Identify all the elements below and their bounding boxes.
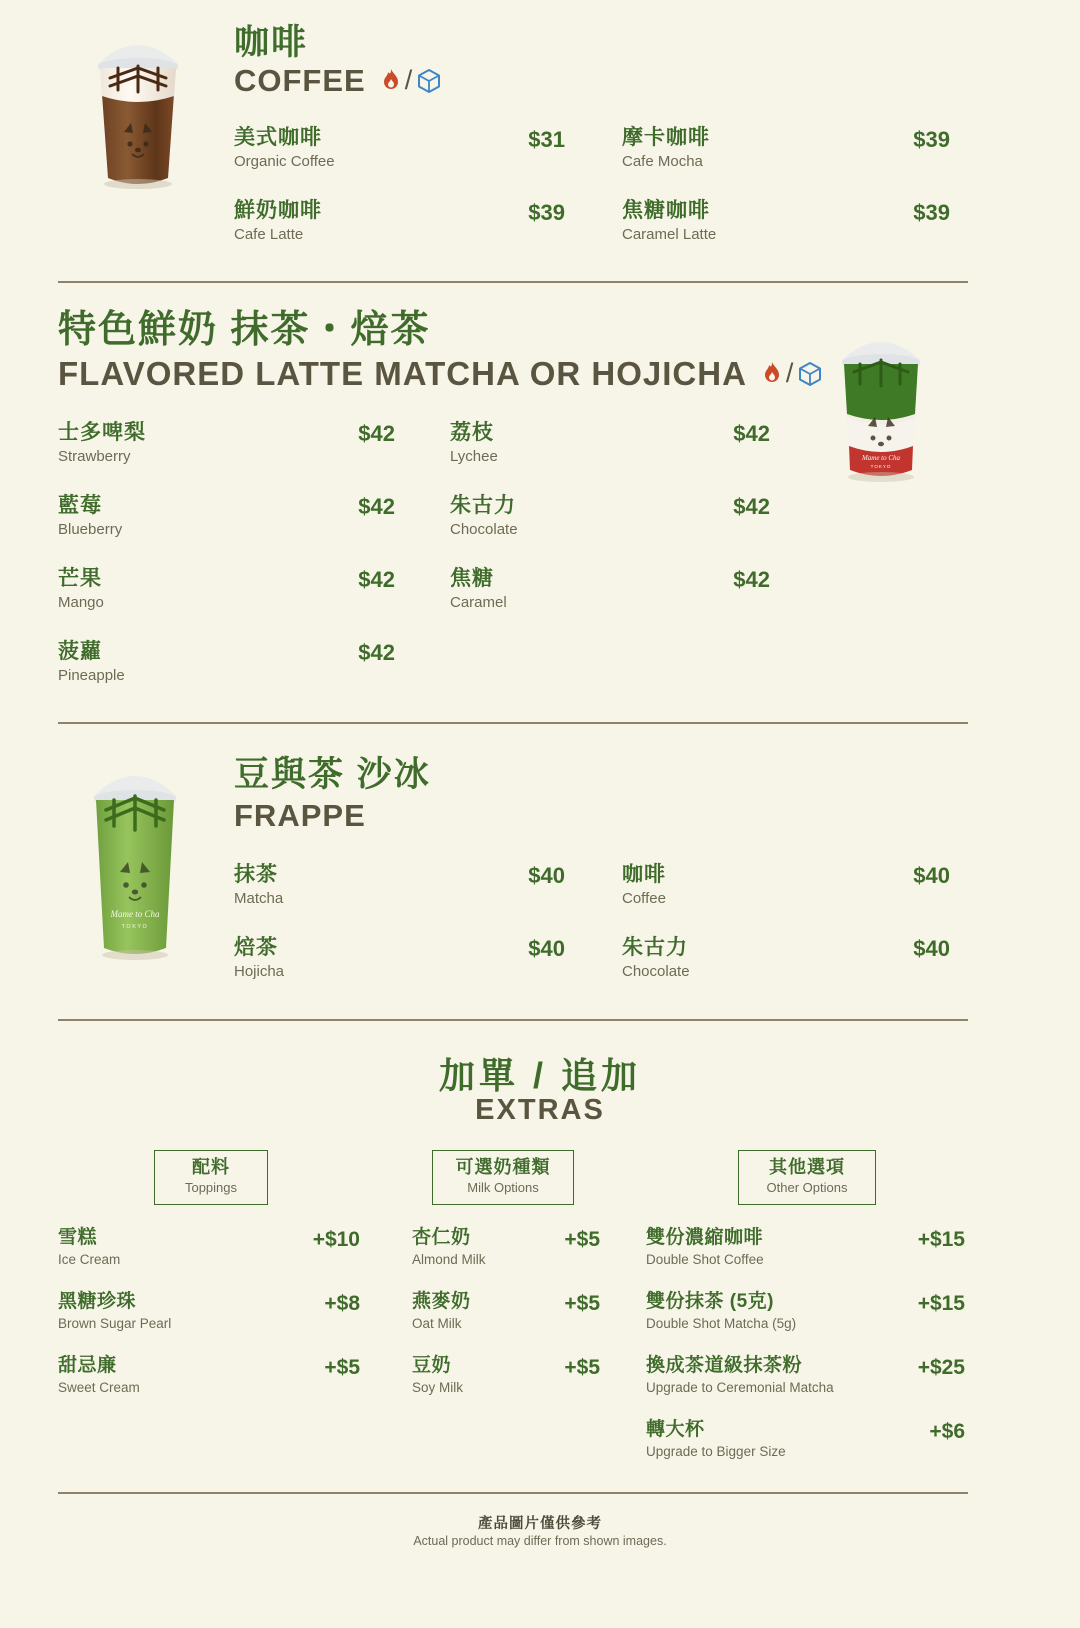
item-en-name: Mango xyxy=(58,594,104,612)
item-price: $40 xyxy=(913,936,950,961)
extras-en-title: EXTRAS xyxy=(475,1094,605,1126)
extras-item-en: Almond Milk xyxy=(412,1251,486,1267)
extras-zh-title: 加單 / 追加 xyxy=(438,1055,641,1096)
hot-drink-icon xyxy=(761,361,783,387)
item-price: $40 xyxy=(528,936,565,961)
matcha-frappe-cup-photo xyxy=(72,752,198,967)
item-price: $42 xyxy=(358,421,395,446)
coffee-section-en-title xyxy=(234,63,442,99)
category-en-label: Milk Options xyxy=(467,1179,539,1195)
footer-divider xyxy=(58,1492,968,1494)
iced-coffee-cup-photo xyxy=(74,20,202,190)
extras-item-zh: 杏仁奶 xyxy=(412,1227,471,1248)
item-en-name: Pineapple xyxy=(58,667,125,685)
item-price: $42 xyxy=(733,567,770,592)
extras-item xyxy=(412,1290,471,1333)
category-zh-label: 配料 xyxy=(192,1157,230,1177)
item-en-name: Blueberry xyxy=(58,521,123,539)
drink-type-icons xyxy=(380,65,443,96)
item-zh-name: 焦糖咖啡 xyxy=(622,199,710,222)
item-en-name: Cafe Latte xyxy=(234,226,304,244)
extras-item-zh: 換成茶道級抹茶粉 xyxy=(646,1355,803,1376)
extras-item xyxy=(646,1226,764,1269)
item-en-name: Hojicha xyxy=(234,963,285,981)
section-divider xyxy=(58,722,968,724)
extras-item-en: Ice Cream xyxy=(58,1251,121,1267)
item-en-name: Coffee xyxy=(622,890,666,908)
svg-text:TOKYO: TOKYO xyxy=(121,924,149,930)
extras-item-en: Brown Sugar Pearl xyxy=(58,1315,172,1331)
frappe-en-label: FRAPPE xyxy=(234,798,366,833)
item-price: $42 xyxy=(358,640,395,665)
item-price: $42 xyxy=(358,494,395,519)
category-en-label: Other Options xyxy=(766,1179,848,1195)
extras-item-price: +$5 xyxy=(564,1228,600,1251)
item-zh-name: 荔枝 xyxy=(450,421,494,444)
item-price: $39 xyxy=(528,200,565,225)
iced-drink-icon xyxy=(797,361,823,387)
item-price: $42 xyxy=(358,567,395,592)
item-price: $40 xyxy=(528,863,565,888)
extras-item xyxy=(58,1226,120,1269)
hot-drink-icon xyxy=(380,68,402,94)
extras-item xyxy=(646,1354,834,1397)
footer-zh-note: 產品圖片僅供參考 xyxy=(478,1516,602,1532)
item-zh-name: 朱古力 xyxy=(450,494,516,517)
menu-item xyxy=(58,566,104,615)
svg-text:Mame to Cha: Mame to Cha xyxy=(861,454,901,462)
extras-item-zh: 甜忌廉 xyxy=(58,1355,117,1376)
extras-item-price: +$5 xyxy=(324,1356,360,1379)
menu-item xyxy=(450,493,518,542)
matcha-strawberry-cup-photo xyxy=(820,318,942,484)
item-en-name: Caramel Latte xyxy=(622,226,717,244)
extras-item xyxy=(412,1354,463,1397)
extras-item-zh: 豆奶 xyxy=(412,1355,452,1376)
frappe-zh-title: 豆與茶 沙冰 xyxy=(234,755,431,794)
extras-item xyxy=(646,1290,796,1333)
extras-item-price: +$10 xyxy=(312,1228,360,1251)
extras-item-price: +$5 xyxy=(564,1292,600,1315)
footer-en-note: Actual product may differ from shown images. xyxy=(413,1534,667,1548)
item-zh-name: 菠蘿 xyxy=(58,640,102,663)
item-en-name: Cafe Mocha xyxy=(622,153,703,171)
svg-text:Mame to Cha: Mame to Cha xyxy=(110,909,160,919)
section-divider xyxy=(58,1019,968,1021)
item-zh-name: 朱古力 xyxy=(622,936,688,959)
item-en-name: Organic Coffee xyxy=(234,153,335,171)
item-en-name: Strawberry xyxy=(58,448,131,466)
item-en-name: Chocolate xyxy=(450,521,518,539)
extras-item xyxy=(412,1226,486,1269)
menu-item xyxy=(450,420,498,469)
extras-category-other-options xyxy=(738,1150,876,1205)
item-en-name: Caramel xyxy=(450,594,507,612)
coffee-section-zh-title: 咖啡 xyxy=(234,23,309,62)
extras-item-en: Soy Milk xyxy=(412,1379,464,1395)
extras-category-toppings xyxy=(154,1150,268,1205)
item-price: $42 xyxy=(733,421,770,446)
extras-item xyxy=(58,1354,140,1397)
item-zh-name: 焙茶 xyxy=(234,936,278,959)
extras-item-zh: 轉大杯 xyxy=(646,1419,705,1440)
item-zh-name: 摩卡咖啡 xyxy=(622,126,710,149)
item-price: $39 xyxy=(913,200,950,225)
item-zh-name: 焦糖 xyxy=(450,567,494,590)
icon-separator: / xyxy=(785,358,795,389)
extras-item-price: +$15 xyxy=(917,1292,965,1315)
extras-item-en: Sweet Cream xyxy=(58,1379,140,1395)
flavored-latte-en-label: FLAVORED LATTE MATCHA OR HOJICHA xyxy=(58,355,747,392)
flavored-latte-en-title xyxy=(58,355,823,393)
section-divider xyxy=(58,281,968,283)
category-zh-label: 可選奶種類 xyxy=(455,1157,551,1177)
extras-item-price: +$25 xyxy=(917,1356,965,1379)
category-zh-label: 其他選項 xyxy=(769,1157,845,1177)
flavored-latte-zh-title: 特色鮮奶 抹茶・焙茶 xyxy=(58,309,431,351)
frappe-en-title xyxy=(234,798,366,834)
item-zh-name: 芒果 xyxy=(58,567,102,590)
menu-item xyxy=(58,639,125,688)
extras-item-zh: 黑糖珍珠 xyxy=(58,1291,137,1312)
item-price: $31 xyxy=(528,127,565,152)
extras-item-en: Upgrade to Bigger Size xyxy=(646,1443,786,1459)
extras-item-en: Upgrade to Ceremonial Matcha xyxy=(646,1379,834,1395)
extras-category-milk-options xyxy=(432,1150,574,1205)
menu-item xyxy=(58,493,122,542)
item-zh-name: 鮮奶咖啡 xyxy=(234,199,322,222)
menu-item xyxy=(234,125,335,174)
item-price: $42 xyxy=(733,494,770,519)
extras-item xyxy=(646,1418,786,1461)
item-zh-name: 美式咖啡 xyxy=(234,126,322,149)
menu-item xyxy=(622,935,690,984)
menu-item xyxy=(622,198,716,247)
extras-item-price: +$15 xyxy=(917,1228,965,1251)
extras-item-en: Double Shot Coffee xyxy=(646,1251,764,1267)
menu-item xyxy=(234,198,322,247)
extras-item-zh: 雙份濃縮咖啡 xyxy=(646,1227,764,1248)
menu-item xyxy=(234,935,284,984)
extras-item-zh: 燕麥奶 xyxy=(412,1291,471,1312)
menu-item xyxy=(234,862,283,911)
icon-separator: / xyxy=(404,65,414,96)
extras-item-price: +$8 xyxy=(324,1292,360,1315)
item-en-name: Chocolate xyxy=(622,963,690,981)
item-price: $40 xyxy=(913,863,950,888)
item-price: $39 xyxy=(913,127,950,152)
extras-item-price: +$5 xyxy=(564,1356,600,1379)
menu-item xyxy=(622,125,710,174)
item-en-name: Matcha xyxy=(234,890,284,908)
extras-item-zh: 雪糕 xyxy=(58,1227,98,1248)
menu-item xyxy=(58,420,146,469)
item-zh-name: 士多啤梨 xyxy=(58,421,146,444)
category-en-label: Toppings xyxy=(184,1179,238,1195)
extras-item xyxy=(58,1290,171,1333)
item-en-name: Lychee xyxy=(450,448,498,466)
extras-item-price: +$6 xyxy=(929,1420,965,1443)
menu-item xyxy=(450,566,507,615)
drink-type-icons xyxy=(761,358,824,389)
extras-item-en: Oat Milk xyxy=(412,1315,462,1331)
extras-item-zh: 雙份抹茶 (5克) xyxy=(646,1291,775,1312)
extras-item-en: Double Shot Matcha (5g) xyxy=(646,1315,797,1331)
item-zh-name: 抹茶 xyxy=(234,863,278,886)
menu-item xyxy=(622,862,666,911)
item-zh-name: 藍莓 xyxy=(58,494,102,517)
item-zh-name: 咖啡 xyxy=(622,863,666,886)
coffee-section-en-label: COFFEE xyxy=(234,63,366,98)
svg-text:TOKYO: TOKYO xyxy=(870,464,892,469)
iced-drink-icon xyxy=(416,68,442,94)
